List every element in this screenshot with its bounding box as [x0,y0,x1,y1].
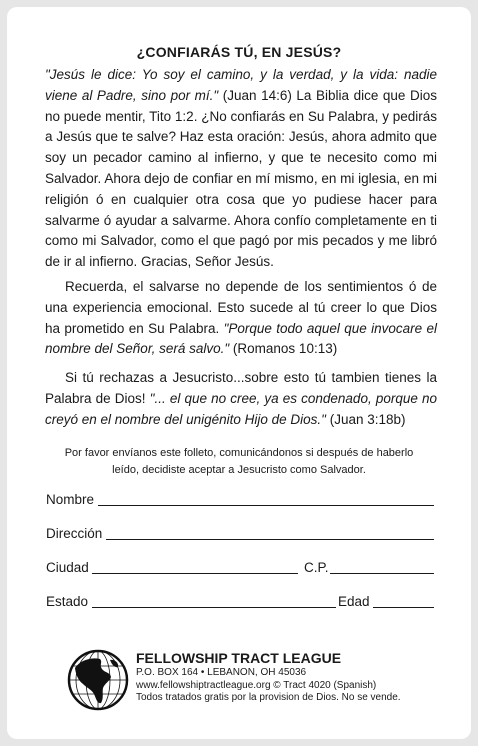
cp-field[interactable] [330,573,434,574]
edad-label: Edad [338,594,370,609]
reference-john: (Juan 3:18b) [325,411,406,427]
direccion-label: Dirección [46,526,103,541]
estado-label: Estado [46,594,89,609]
org-address: P.O. BOX 164 • LEBANON, OH 45036 [136,667,307,678]
paragraph-remember-text: Recuerda, el salvarse no depende de los sentimientos ó de una experiencia emocional. Esto sucede al tú creer lo que Dios ha prometido en Su Palabra. [45,279,437,336]
reference-romans: (Romanos 10:13) [229,341,338,357]
paragraph-warning [45,368,437,430]
form-row-nombre [46,490,434,510]
quote-romans-10-13: "Porque todo aquel que invocare el nombre del Señor, será salvo." [45,320,437,357]
estado-field[interactable] [92,607,336,608]
quote-john-14-6: "Jesús le dice: Yo soy el camino, y la verdad, y la vida: nadie viene al Padre, sino por mí." [45,67,437,103]
org-website: www.fellowshiptractleague.org © Tract 4020 (Spanish) [136,679,377,691]
nombre-label: Nombre [46,492,95,507]
paragraph-prayer [45,65,437,273]
cp-label: C.P. [304,560,329,575]
quote-john-3-18: "... el que no cree, ya es condenado, porque no creyó en el nombre del unigénito Hijo de Dios." [45,390,437,427]
form-row-estado [46,592,434,612]
paragraph-prayer-text: (Juan 14:6) La Biblia dice que Dios no puede mentir, Tito 1:2. ¿No confiarás en Su Palabra, y pedirás a Jesús que te salve? Haz esta oración: Jesús, ahora admito que soy un pecador camino al infierno, y que te necesito como mi Salvador. Ahora dejo de confiar en mí mismo, en mi iglesia, en mi religión ó en cualquier otra cosa que yo pudiese hacer para salvarme ó ayudar a salvarme. Ahora confío completamente en ti como mi Salvador, como el que pagó por mis pecados y me libró de ir al infierno. Gracias, Señor Jesús. [45,87,437,270]
org-address-block [136,667,401,705]
response-notice: Por favor envíanos este folleto, comunicándonos si después de haberlo leído, decidiste aceptar a Jesucristo como Salvador. [64,447,414,476]
globe-icon [66,648,130,712]
ciudad-field[interactable] [92,573,298,574]
form-row-direccion [46,524,434,544]
paragraph-warning-text: Si tú rechazas a Jesucristo...sobre esto tú tambien tienes la Palabra de Dios! [45,370,437,406]
direccion-field[interactable] [106,539,434,540]
page-title: ¿CONFIARÁS TÚ, EN JESÚS? [136,44,342,60]
nombre-field[interactable] [98,505,434,506]
org-note: Todos tratados gratis por la provision de Dios. No se vende. [136,692,401,703]
form-row-ciudad [46,558,434,578]
ciudad-label: Ciudad [46,560,89,575]
org-name: FELLOWSHIP TRACT LEAGUE [136,650,342,666]
edad-field[interactable] [373,607,434,608]
paragraph-remember [45,277,437,360]
